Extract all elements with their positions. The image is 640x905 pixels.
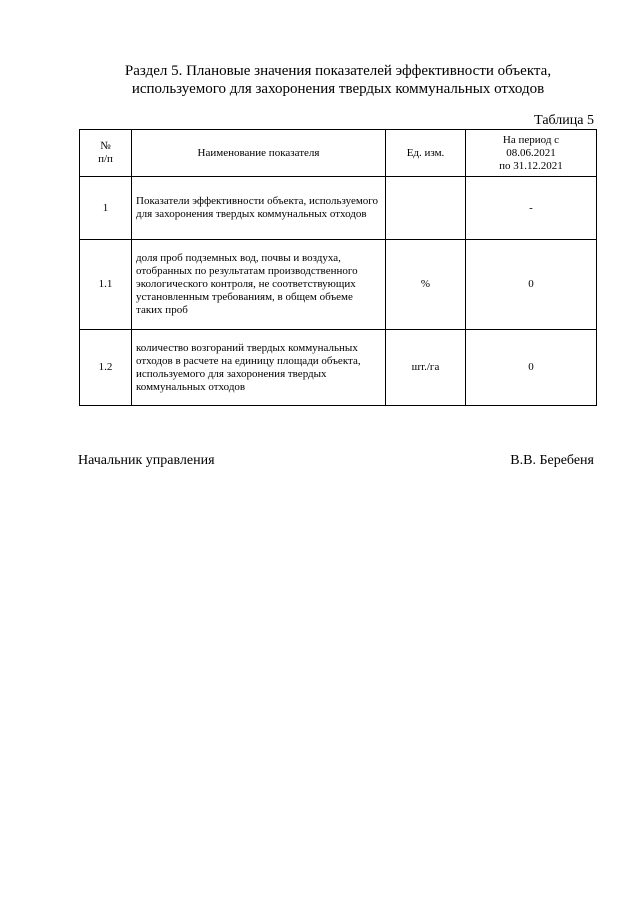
table-row [80,177,597,240]
signature-role: Начальник управления [78,453,215,468]
section-heading-line-2: используемого для захоронения твердых коммунальных отходов [131,81,545,97]
row-number: 1.2 [80,330,132,406]
header-period [466,130,597,177]
row-indicator-name: Показатели эффективности объекта, используемого для захоронения твердых коммунальных отходов [132,177,386,240]
table-header-row [80,130,597,177]
row-indicator-name: доля проб подземных вод, почвы и воздуха, отобранных по результатам производственного экологического контроля, не соответствующих установленным требованиям, в общем объеме таких проб [132,240,386,330]
header-period-line-2: 08.06.2021 [506,146,556,159]
row-number: 1 [80,177,132,240]
signature-name: В.В. Беребеня [510,453,594,468]
row-unit [386,177,466,240]
header-name: Наименование показателя [132,130,386,177]
header-number [80,130,132,177]
header-number-line-2: п/п [98,153,113,165]
section-heading-line-1: Раздел 5. Плановые значения показателей эффективности объекта, [124,63,552,79]
indicators-table [79,129,597,406]
row-value: 0 [466,330,597,406]
row-value: - [466,177,597,240]
row-unit: шт./га [386,330,466,406]
row-number: 1.1 [80,240,132,330]
header-period-line-1: На период с [502,133,560,146]
table-row [80,240,597,330]
header-unit: Ед. изм. [386,130,466,177]
header-period-line-3: по 31.12.2021 [499,159,563,172]
table-caption: Таблица 5 [534,113,594,128]
header-number-line-1: № [100,140,111,152]
section-heading [0,62,640,98]
row-value: 0 [466,240,597,330]
row-unit: % [386,240,466,330]
row-indicator-name: количество возгораний твердых коммунальных отходов в расчете на единицу площади объекта, используемого для захоронения твердых коммунальных отходов [132,330,386,406]
table-row [80,330,597,406]
